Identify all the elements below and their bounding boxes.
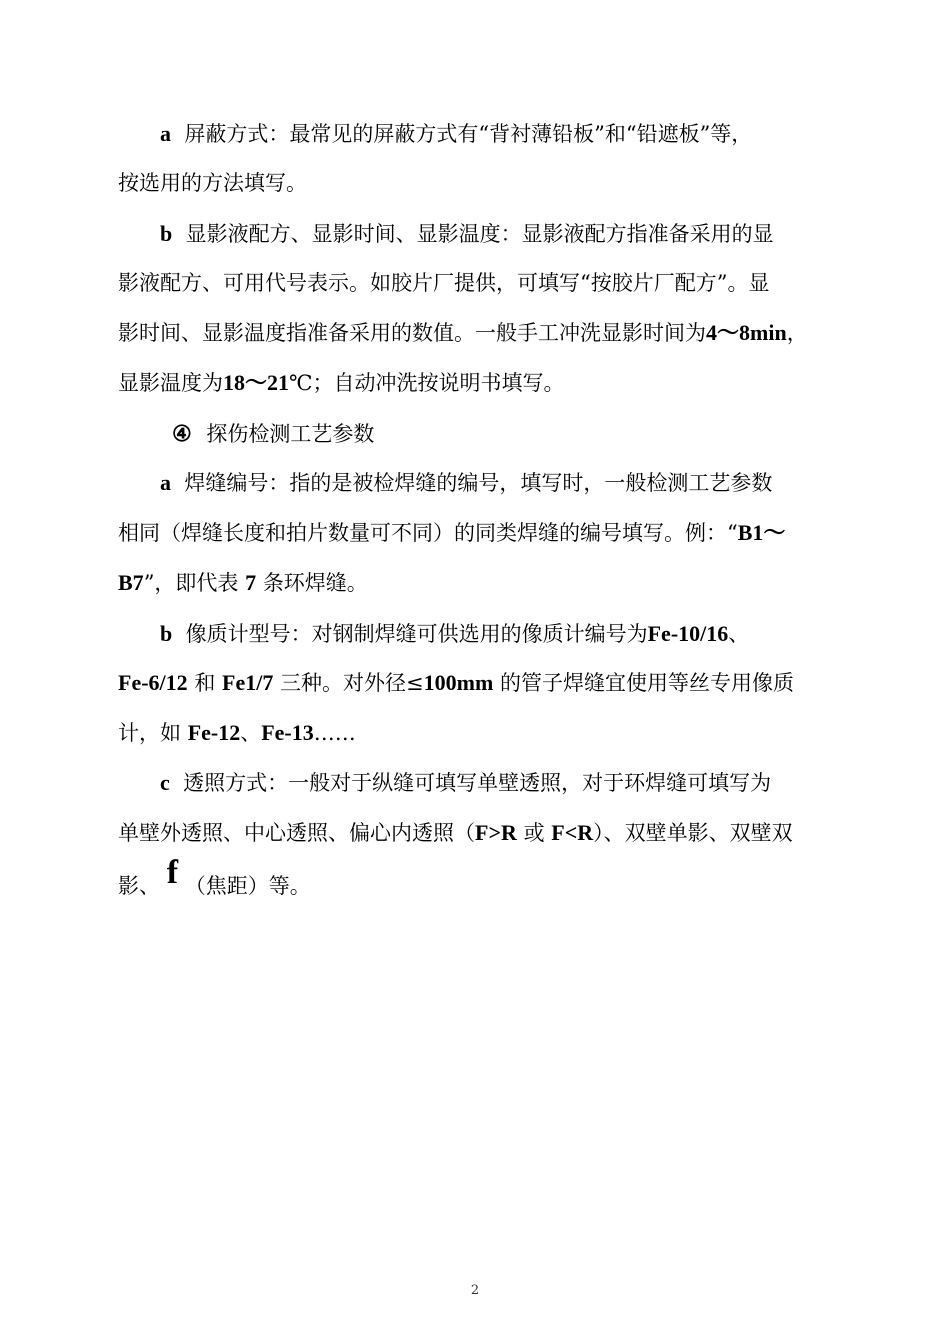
page-number: 2 — [470, 1283, 480, 1298]
focal-distance-symbol: f — [166, 854, 179, 891]
para-b-iqi-line3: 计，如 Fe-12、Fe-13…… — [118, 720, 356, 745]
para-a-shielding-line2: 按选用的方法填写。 — [118, 171, 307, 195]
para-a-weld-number-line1: a 焊缝编号：指的是被检焊缝的编号，填写时，一般检测工艺参数 — [160, 470, 773, 495]
para-c-exposure-line3: 影、 f （焦距）等。 — [118, 854, 311, 898]
section-heading-inspection-params: ④ 探伤检测工艺参数 — [172, 421, 375, 447]
para-b-developer-line3: 影时间、显影温度指准备采用的数值。一般手工冲洗显影时间为4～8min， — [118, 320, 808, 345]
para-a-shielding-line1: a 屏蔽方式：最常见的屏蔽方式有“背衬薄铅板”和“铅遮板”等， — [160, 121, 753, 146]
para-b-iqi-line2: Fe-6/12 和 Fe1/7 三种。对外径≤100mm 的管子焊缝宜使用等丝专用像质 — [118, 670, 794, 695]
para-b-developer-line4: 显影温度为18～21℃；自动冲洗按说明书填写。 — [118, 370, 565, 395]
para-c-exposure-line1: c 透照方式：一般对于纵缝可填写单壁透照，对于环焊缝可填写为 — [160, 770, 772, 795]
para-b-developer-line2: 影液配方、可用代号表示。如胶片厂提供，可填写“按胶片厂配方”。显 — [118, 271, 770, 295]
para-b-iqi-line1: b 像质计型号：对钢制焊缝可供选用的像质计编号为Fe-10/16、 — [160, 621, 750, 646]
para-a-weld-number-line3: B7”，即代表 7 条环焊缝。 — [118, 570, 368, 595]
circled-number-4: ④ — [172, 421, 192, 447]
para-b-developer-line1: b 显影液配方、显影时间、显影温度：显影液配方指准备采用的显 — [160, 221, 774, 246]
para-a-weld-number-line2: 相同（焊缝长度和拍片数量可不同）的同类焊缝的编号填写。例：“B1～ — [118, 520, 786, 545]
para-c-exposure-line2: 单壁外透照、中心透照、偏心内透照（F>R 或 F<R）、双壁单影、双壁双 — [118, 820, 793, 845]
